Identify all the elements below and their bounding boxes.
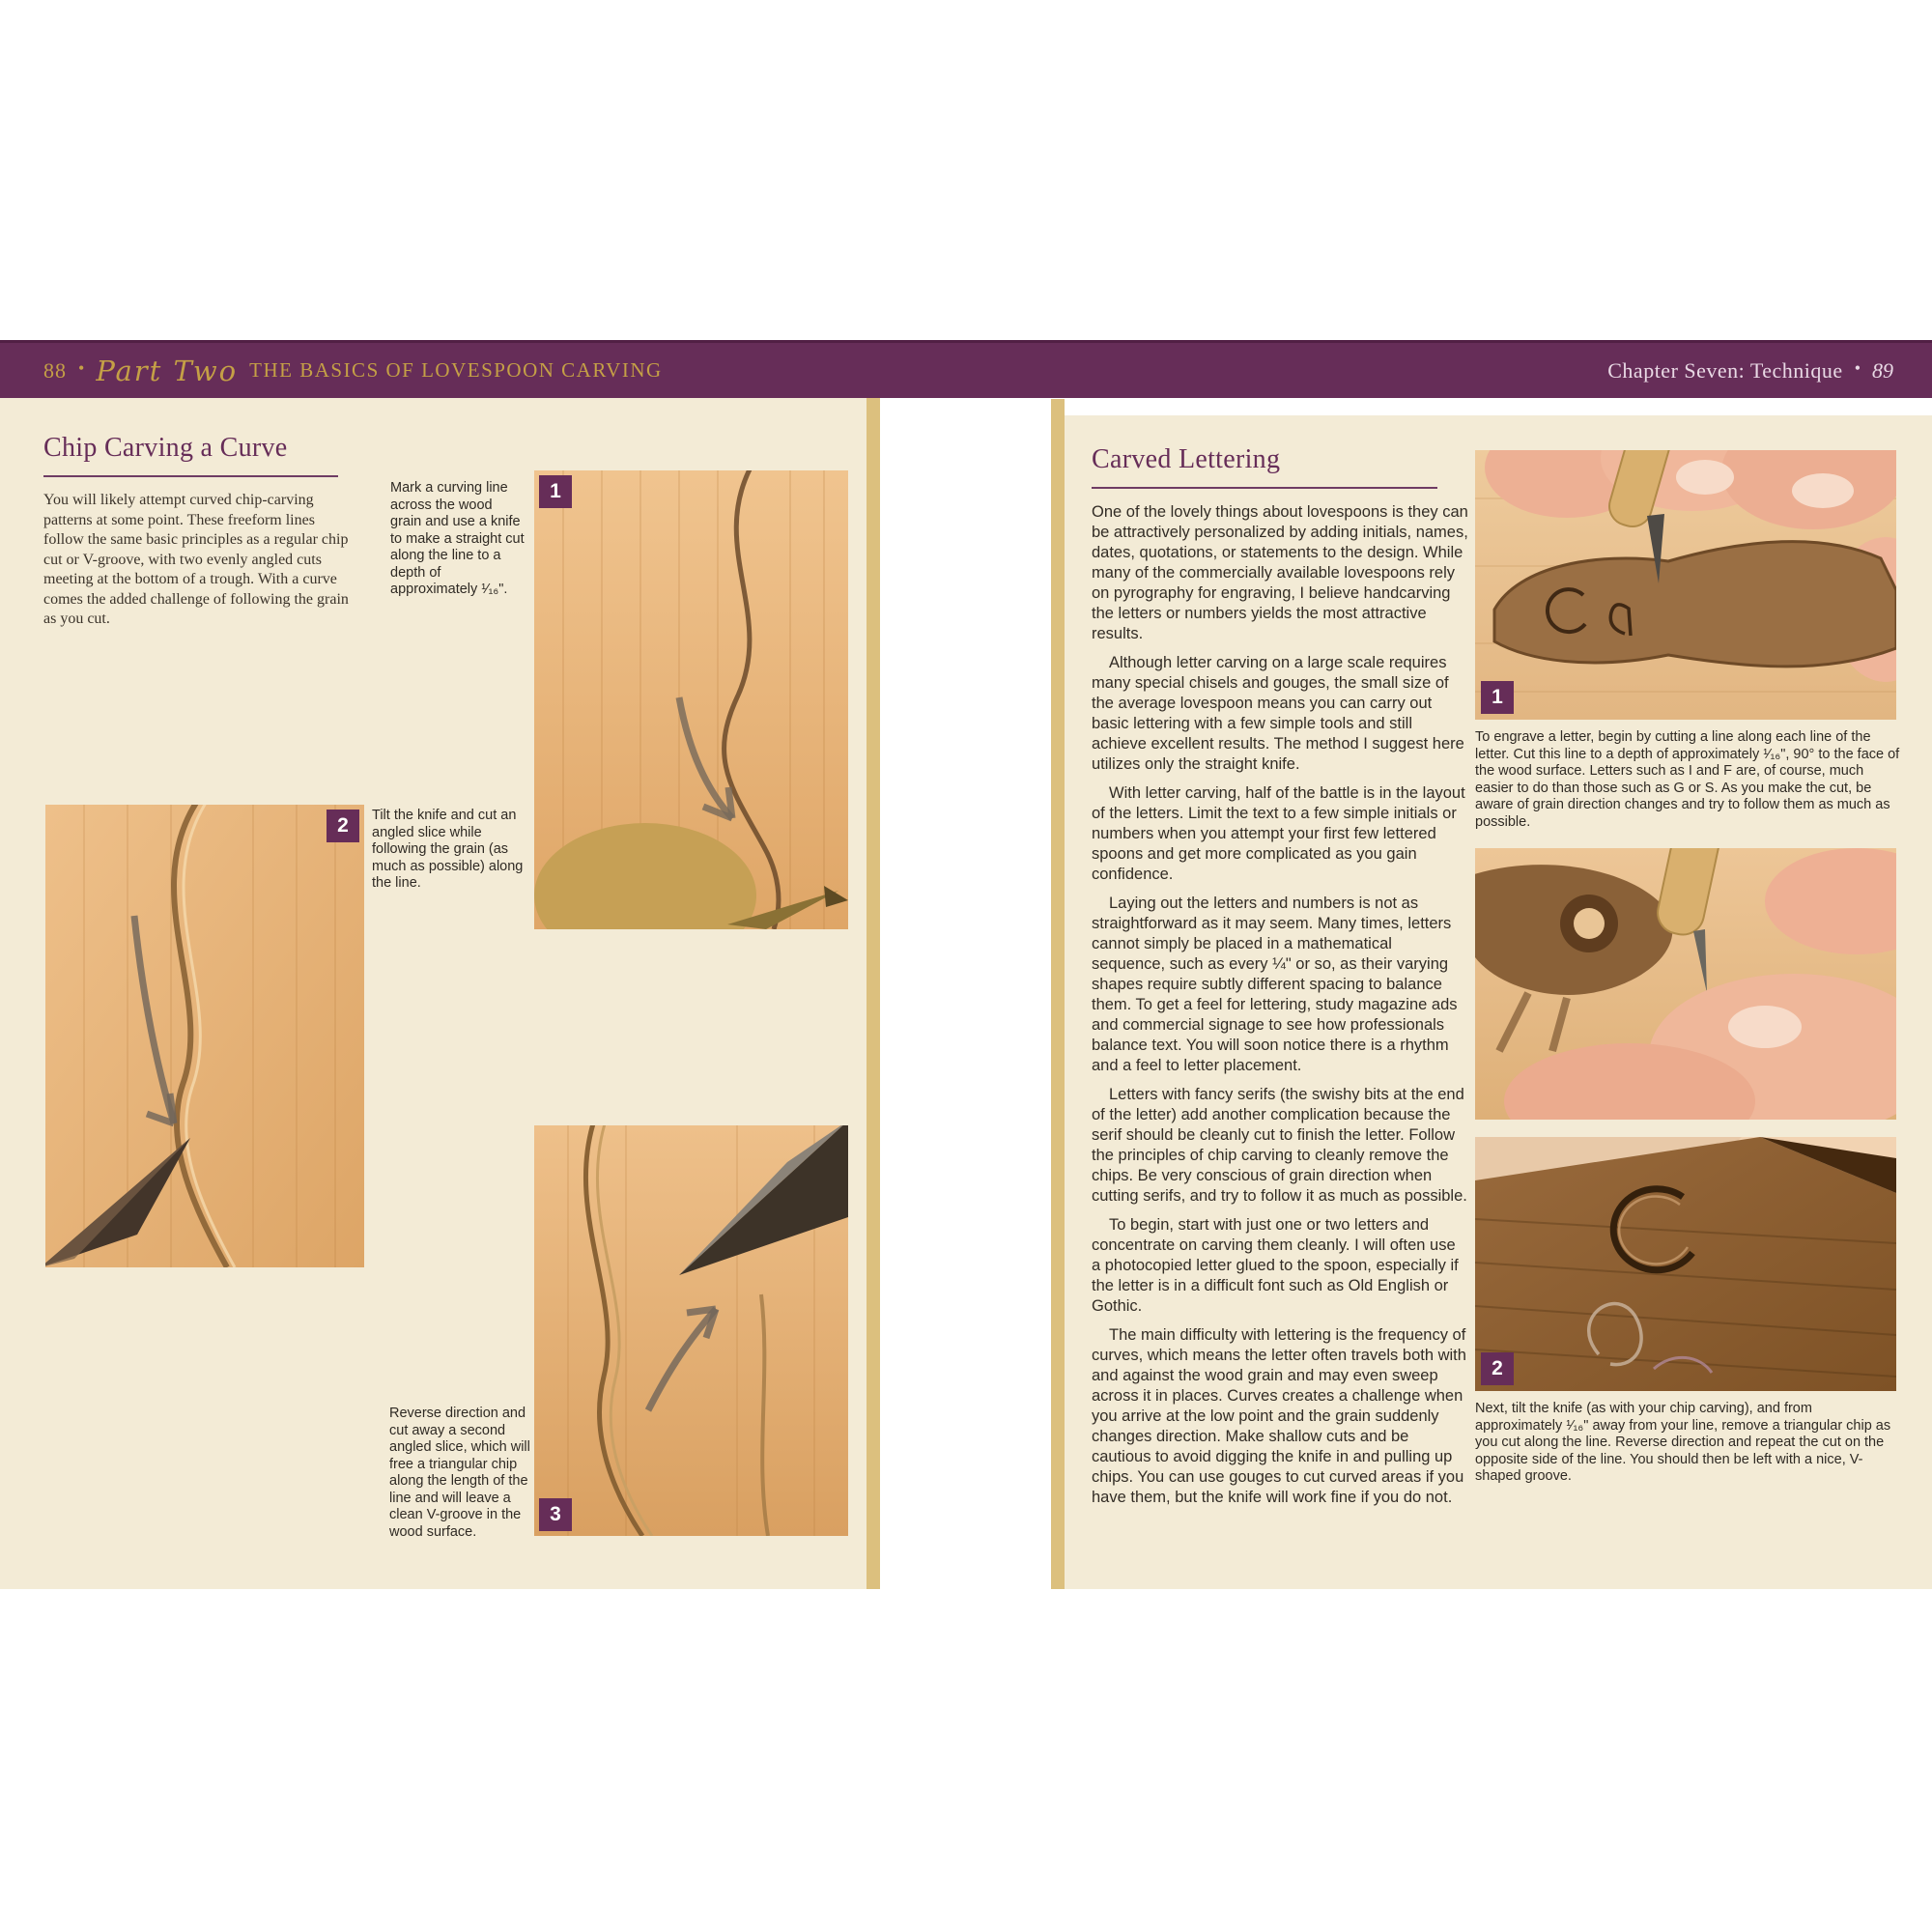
photo-knife-closeup-illustration	[1475, 848, 1896, 1120]
step-badge-2: 2	[327, 810, 359, 842]
body-paragraph: To begin, start with just one or two letters and concentrate on carving them cleanly. I will often use a photocopied letter glued to the spoon, especially if the letter is in a difficult font such as Old English or Gothic.	[1092, 1216, 1459, 1315]
step-badge-1: 1	[539, 475, 572, 508]
photo-step1-illustration	[534, 470, 848, 929]
photo-step2-angled-slice	[45, 805, 364, 1267]
step-3-caption: Reverse direction and cut away a second angled slice, which will free a triangular chip along the length of the line and will leave a clean V-groove in the wood surface.	[389, 1406, 530, 1540]
body-paragraph: One of the lovely things about lovespoons is they can be attractively personalized by adding initials, names, dates, quotations, or statements to the design. While many of the commercially available lovespoons rely on pyrography for engraving, I believe handcarving the letters or numbers yields the most attractive results.	[1092, 503, 1468, 642]
photo-step2-illustration	[45, 805, 364, 1267]
page-number-right: 89	[1872, 357, 1893, 383]
photo-carved-c-groove	[1475, 1137, 1896, 1391]
left-body-paragraph: You will likely attempt curved chip-carving patterns at some point. These freeform lines follow the same basic principles as a regular chip cut or V-groove, with two evenly angled cuts meeting at the bottom of a trough. With a curve comes the added challenge of following the grain as you cut.	[43, 492, 349, 627]
left-page-edge	[867, 398, 880, 1589]
photo-step1-curve-marked	[534, 470, 848, 929]
body-paragraph: With letter carving, half of the battle is in the layout of the letters. Limit the text to a few simple initials or numbers when you attempt your first few lettered spoons and get more complicated as you gain confidence.	[1092, 784, 1465, 883]
step-1-caption: Mark a curving line across the wood grain and use a knife to make a straight cut along the line to a depth of approximately ¹⁄₁₆".	[390, 480, 525, 597]
separator-dot: •	[78, 358, 85, 378]
separator-dot: •	[1854, 358, 1861, 378]
running-head-right	[1607, 343, 1893, 398]
photo-engraving-letter	[1475, 450, 1896, 720]
step-badge-right-1: 1	[1481, 681, 1514, 714]
body-paragraph: The main difficulty with lettering is the frequency of curves, which means the letter often travels both with and against the wood grain and may even sweep across it in places. Curves creates a challenge when you arrive at the low point and the grain suddenly changes direction. Make shallow cuts and be cautious to avoid digging the knife in and pulling up chips. You can use gouges to cut curved areas if you have them, but the knife will work fine if you do not.	[1092, 1326, 1466, 1506]
photo-engraving-illustration	[1475, 450, 1896, 720]
body-paragraph: Laying out the letters and numbers is not as straightforward as it may seem. Many times, letters cannot simply be placed in a mathematical sequence, such as every ¼" or so, as their varying shapes require subtly different spacing to balance them. To get a feel for lettering, study magazine ads and commercial signage to see how professionals balance text. You will soon notice there is a rhythm and a feel to letter placement.	[1092, 895, 1458, 1074]
header-bar	[0, 340, 1932, 398]
part-label: Part Two	[96, 354, 239, 387]
right-body-column	[1092, 502, 1468, 1517]
section-title-chip-carving: Chip Carving a Curve	[43, 433, 288, 463]
step-badge-right-2: 2	[1481, 1352, 1514, 1385]
right-page-edge	[1051, 399, 1065, 1589]
title-rule	[43, 475, 338, 477]
photo-carved-c-illustration	[1475, 1137, 1896, 1391]
body-paragraph: Letters with fancy serifs (the swishy bits at the end of the letter) add another complication because the serif should be cleanly cut to finish the letter. Follow the principles of chip carving to cleanly remove the chips. Be very conscious of grain direction when cutting serifs, and try to follow it as much as possible.	[1092, 1086, 1467, 1205]
title-rule	[1092, 487, 1437, 489]
body-paragraph: Although letter carving on a large scale requires many special chisels and gouges, the small size of the average lovespoon means you can carry out basic lettering with a few simple tools and still achieve excellent results. The method I suggest here utilizes only the straight knife.	[1092, 654, 1464, 773]
photo-step3-v-groove	[534, 1125, 848, 1536]
photo-step3-illustration	[534, 1125, 848, 1536]
page-number-left: 88	[43, 357, 67, 383]
chapter-title: Chapter Seven: Technique	[1607, 357, 1843, 383]
section-title-carved-lettering: Carved Lettering	[1092, 444, 1281, 474]
step-2-caption: Tilt the knife and cut an angled slice while following the grain (as much as possible) along the line.	[372, 808, 524, 891]
engrave-letter-caption: To engrave a letter, begin by cutting a line along each line of the letter. Cut this line to a depth of approximately ¹⁄₁₆", 90° to the face of the wood surface. Letters such as I and F are, of course, much easier to do than those such as G or S. As you make the cut, be aware of grain direction changes and try to follow them as much as possible.	[1475, 729, 1900, 830]
step-badge-3: 3	[539, 1498, 572, 1531]
running-head-left	[43, 343, 663, 398]
tilt-knife-caption: Next, tilt the knife (as with your chip carving), and from approximately ¹⁄₁₆" away from your line, remove a triangular chip as you cut along the line. Reverse direction and repeat the cut on the opposite side of the line. You should then be left with a nice, V-shaped groove.	[1475, 1401, 1891, 1484]
photo-knife-closeup	[1475, 848, 1896, 1120]
book-section-title: THE BASICS OF LOVESPOON CARVING	[249, 358, 663, 382]
